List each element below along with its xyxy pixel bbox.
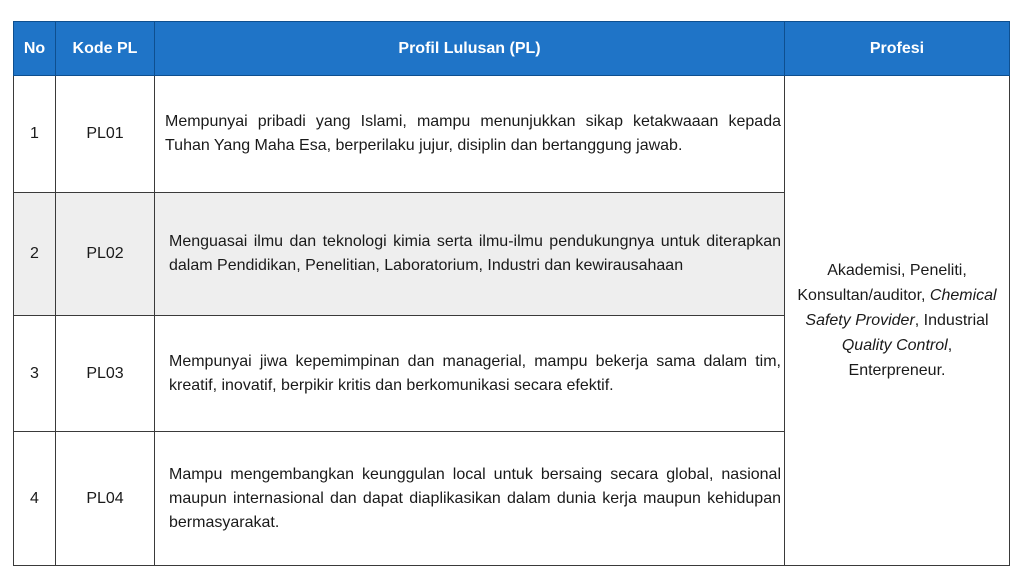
profesi-text-3: , Industrial <box>914 312 989 329</box>
profesi-text-1: Akademisi, Peneliti, Konsultan/auditor, <box>797 262 967 304</box>
profesi-text-4: Quality Control <box>841 337 948 354</box>
row-number: 1 <box>14 76 56 193</box>
table-header-row <box>14 22 1010 76</box>
profesi-cell <box>785 76 1010 566</box>
profil-lulusan-table <box>13 21 1010 566</box>
row-number: 4 <box>14 432 56 566</box>
row-profil: Menguasai ilmu dan teknologi kimia serta ilmu-ilmu pendukungnya untuk diterapkan dalam Pendidikan, Penelitian, Laboratorium, Industri dan kewirausahaan <box>155 193 785 316</box>
row-kode: PL04 <box>56 432 155 566</box>
row-profil: Mampu mengembangkan keunggulan local untuk bersaing secara global, nasional maupun internasional dan dapat diaplikasikan dalam dunia kerja maupun kehidupan bermasyarakat. <box>155 432 785 566</box>
header-kode-pl: Kode PL <box>56 22 155 76</box>
header-profesi: Profesi <box>785 22 1010 76</box>
row-number: 2 <box>14 193 56 316</box>
profesi-text-2: Chemical Safety Provider <box>805 287 997 329</box>
row-kode: PL02 <box>56 193 155 316</box>
row-kode: PL03 <box>56 316 155 432</box>
table-row <box>14 76 1010 193</box>
row-profil: Mempunyai jiwa kepemimpinan dan managerial, mampu bekerja sama dalam tim, kreatif, inovatif, berpikir kritis dan berkomunikasi secara efektif. <box>155 316 785 432</box>
row-kode: PL01 <box>56 76 155 193</box>
profesi-text-5: , Enterpreneur. <box>848 337 953 379</box>
header-no: No <box>14 22 56 76</box>
header-profil-lulusan: Profil Lulusan (PL) <box>155 22 785 76</box>
row-number: 3 <box>14 316 56 432</box>
row-profil: Mempunyai pribadi yang Islami, mampu menunjukkan sikap ketakwaaan kepada Tuhan Yang Maha Esa, berperilaku jujur, disiplin dan bertanggung jawab. <box>155 76 785 193</box>
